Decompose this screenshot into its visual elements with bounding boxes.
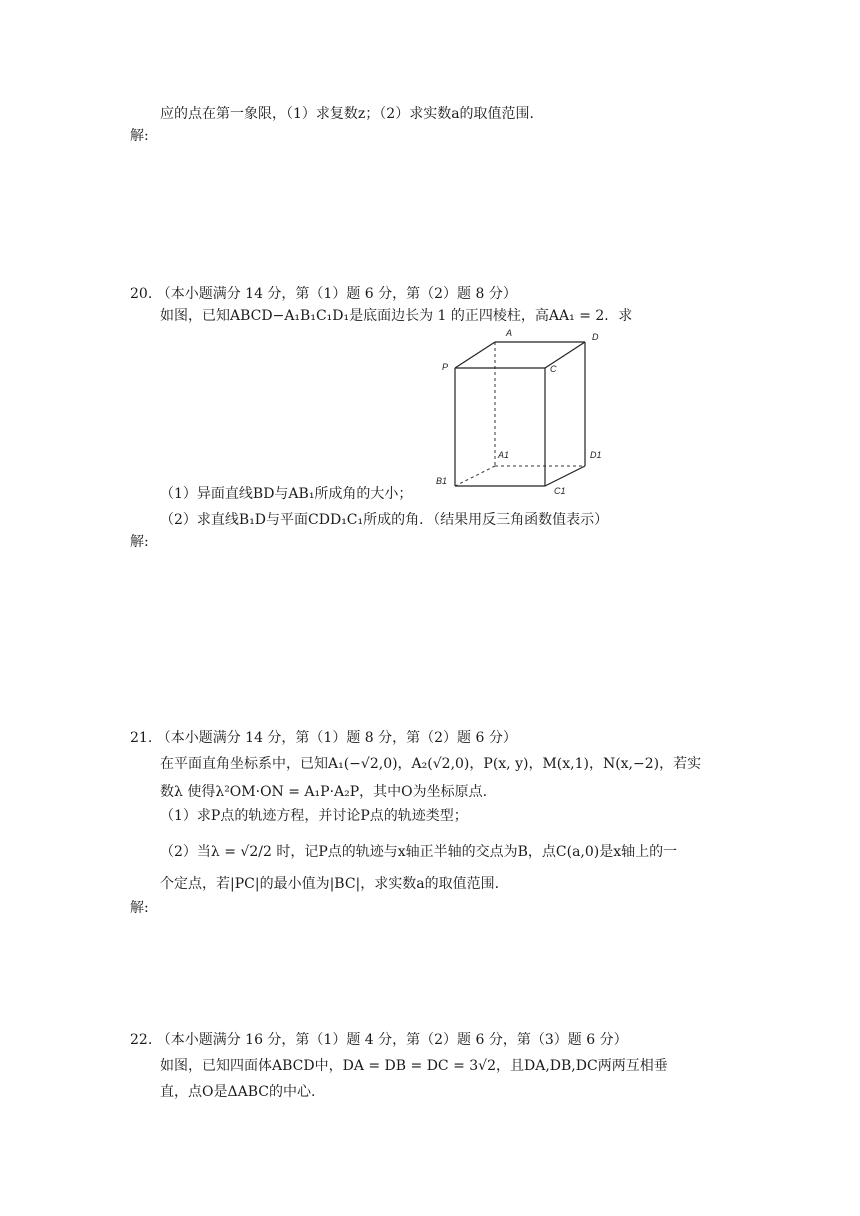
- q19-line: 应的点在第一象限，（1）求复数z；（2）求实数a的取值范围.: [160, 106, 534, 122]
- q22-stem-line2: 直，点O是ΔABC的中心.: [160, 1084, 316, 1100]
- q21-answer-label: 解:: [130, 900, 149, 916]
- vertex-label-b1: B1: [436, 476, 448, 486]
- q20-part1: （1）异面直线BD与AB₁所成角的大小；: [160, 486, 413, 502]
- q20-header: 20. （本小题满分 14 分，第（1）题 6 分，第（2）题 8 分）: [130, 286, 517, 302]
- hidden-edges: [455, 342, 585, 486]
- q20-prism-figure: [430, 326, 620, 498]
- q20-part2: （2）求直线B₁D与平面CDD₁C₁所成的角．（结果用反三角函数值表示）: [160, 512, 609, 528]
- q21-header: 21. （本小题满分 14 分，第（1）题 8 分，第（2）题 6 分）: [130, 730, 517, 746]
- vertex-label-d1: D1: [590, 450, 602, 460]
- q22-stem-line1: 如图，已知四面体ABCD中，DA = DB = DC = 3√2，且DA,DB,DC两两互相垂: [160, 1058, 668, 1074]
- vertex-label-d: D: [592, 332, 599, 342]
- q21-stem-line2: 数λ 使得λ²OM·ON = A₁P·A₂P，其中O为坐标原点.: [160, 784, 488, 800]
- q21-part2-line2: 个定点，若|PC|的最小值为|BC|，求实数a的取值范围.: [160, 876, 500, 892]
- q21-part2-line1: （2）当λ = √2/2 时，记P点的轨迹与x轴正半轴的交点为B，点C(a,0)是x轴上的一: [160, 844, 678, 860]
- vertex-label-a: A: [506, 328, 513, 338]
- q21-part1: （1）求P点的轨迹方程，并讨论P点的轨迹类型；: [160, 808, 468, 824]
- vertex-label-p: P: [442, 362, 449, 372]
- q20-answer-label: 解:: [130, 534, 149, 550]
- vertex-label-c: C: [550, 364, 557, 374]
- q19-answer-label: 解:: [130, 128, 149, 144]
- q20-stem: 如图，已知ABCD−A₁B₁C₁D₁是底面边长为 1 的正四棱柱，高AA₁ = 2．求: [160, 308, 633, 324]
- vertex-label-c1: C1: [554, 486, 566, 496]
- q21-stem-line1: 在平面直角坐标系中，已知A₁(−√2,0)，A₂(√2,0)，P(x, y)，M(x,1)，N(x,−2)，若实: [160, 756, 702, 772]
- q22-header: 22. （本小题满分 16 分，第（1）题 4 分，第（2）题 6 分，第（3）题 6 分）: [130, 1032, 628, 1048]
- visible-edges: [455, 342, 585, 486]
- vertex-label-a1: A1: [498, 450, 510, 460]
